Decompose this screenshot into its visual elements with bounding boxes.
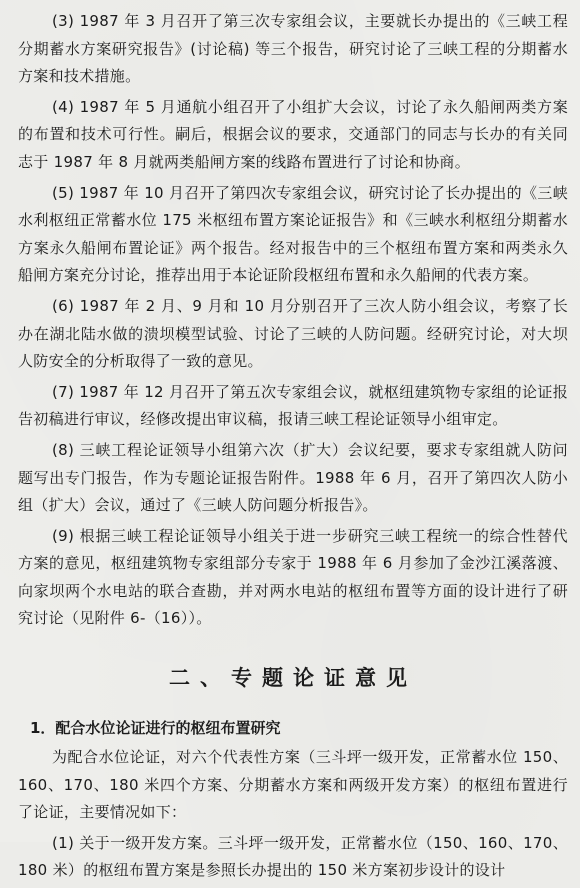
paragraph-item-8: (8) 三峡工程论证领导小组第六次（扩大）会议纪要，要求专家组就人防问题写出专门报告，作为专题论证报告附件。1988 年 6 月，召开了第四次人防小组（扩大）会议，通过了《三峡人防问题分析报告》。 bbox=[18, 440, 568, 515]
paragraph-item-6: (6) 1987 年 2 月、9 月和 10 月分别召开了三次人防小组会议，考察了长办在湖北陆水做的溃坝模型试验、讨论了三峡的人防问题。经研究讨论，对大坝人防安全的分析取得了一致的意见。 bbox=[18, 296, 568, 371]
paragraph-item-9: (9) 根据三峡工程论证领导小组关于进一步研究三峡工程统一的综合性替代方案的意见，枢纽建筑物专家组部分专家于 1988 年 6 月参加了金沙江溪落渡、向家坝两个水电站的联合查勘，并对两水电站的枢纽布置等方面的设计进行了研究讨论（见附件 6-（16））。 bbox=[18, 526, 568, 628]
document-body bbox=[18, 8, 568, 888]
section-heading: 二、专题论证意见 bbox=[169, 665, 417, 691]
sub-heading: 1．配合水位论证进行的枢纽布置研究 bbox=[30, 719, 281, 738]
paragraph-item-5: (5) 1987 年 10 月召开了第四次专家组会议，研究讨论了长办提出的《三峡水利枢纽正常蓄水位 175 米枢纽布置方案论证报告》和《三峡水利枢纽分期蓄水方案永久船闸布置论证》两个报告。经对报告中的三个枢纽布置方案和两类永久船闸方案充分讨论，推荐出用于本论证阶段枢纽布置和永久船闸的代表方案。 bbox=[18, 183, 568, 285]
paragraph-item-7: (7) 1987 年 12 月召开了第五次专家组会议，就枢纽建筑物专家组的论证报告初稿进行审议，经修改提出审议稿，报请三峡工程论证领导小组审定。 bbox=[18, 382, 568, 429]
paragraph-item-4: (4) 1987 年 5 月通航小组召开了小组扩大会议，讨论了永久船闸两类方案的布置和技术可行性。嗣后，根据会议的要求，交通部门的同志与长办的有关同志于 1987 年 8 月就两类船闸方案的线路布置进行了讨论和协商。 bbox=[18, 97, 568, 171]
paragraph-scheme-1: (1) 关于一级开发方案。三斗坪一级开发，正常蓄水位（150、160、170、180 米）的枢纽布置方案是参照长办提出的 150 米方案初步设计的设计 bbox=[18, 833, 568, 880]
intro-paragraph: 为配合水位论证，对六个代表性方案（三斗坪一级开发，正常蓄水位 150、160、170、180 米四个方案、分期蓄水方案和两级开发方案）的枢纽布置进行了论证，主要情况如下： bbox=[18, 748, 568, 822]
paragraph-item-3: (3) 1987 年 3 月召开了第三次专家组会议，主要就长办提出的《三峡工程分期蓄水方案研究报告》(讨论稿) 等三个报告，研究讨论了三峡工程的分期蓄水方案和技术措施。 bbox=[18, 12, 568, 86]
